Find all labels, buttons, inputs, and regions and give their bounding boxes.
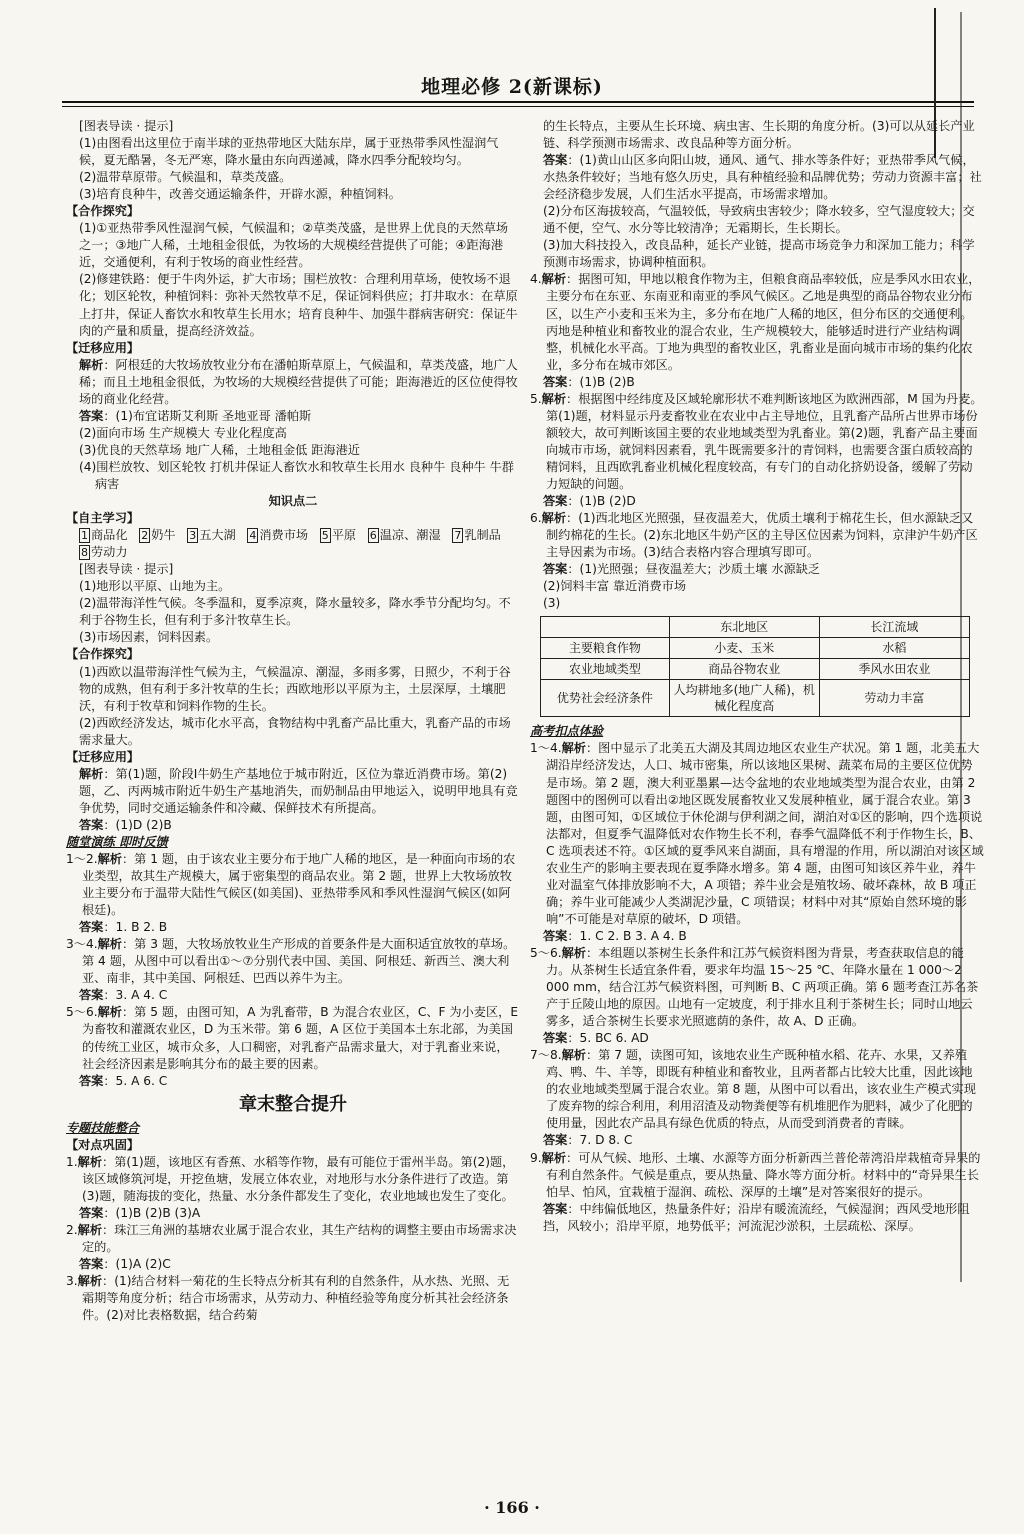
table-cell: 主要粮食作物	[541, 638, 670, 659]
table-cell: 商品谷物农业	[669, 659, 819, 680]
analysis-label: 解析	[79, 766, 104, 781]
answer-text: ：5. A 6. C	[103, 1073, 168, 1088]
number-box: 3	[189, 529, 197, 543]
table-cell: 优势社会经济条件	[541, 680, 670, 717]
fill-answer: 商品化	[91, 528, 128, 543]
analysis-label: 解析	[97, 852, 122, 867]
question-number: 5～6.	[530, 945, 562, 960]
table-cell: 农业地域类型	[541, 659, 670, 680]
number-box: 2	[141, 529, 149, 543]
chart-reading-heading: [图表导读 · 提示]	[79, 562, 174, 577]
fill-answer: 五大湖	[199, 528, 236, 543]
paragraph: (1)地形以平原、山地为主。	[79, 579, 231, 594]
table-cell: 水稻	[819, 638, 969, 659]
page-number: · 166 ·	[484, 1498, 540, 1517]
table-row	[541, 638, 970, 659]
answer-line: (3)优良的天然草场 地广人稀，土地租金低 距海港近	[79, 442, 360, 457]
section-heading: 高考扣点体验	[530, 724, 604, 739]
number-box: 5	[321, 529, 329, 543]
analysis-text: ：(1)结合材料一菊花的生长特点分析其有利的自然条件，从水热、光照、无霜期等角度分析；结合市场需求，从劳动力、种植经验等角度分析其社会经济条件。(2)对比表格数据，结合药菊	[82, 1274, 510, 1323]
answer-paragraph	[66, 919, 520, 936]
analysis-text: ：第 7 题，读图可知，该地农业生产既种植水稻、花卉、水果，又养殖鸡、鸭、牛、羊等，即既有种植业和畜牧业，且两者都占比较大比重，因此该地的农业地域类型属于混合农业。第 8 题，从图中可以看出，该农业生产模式实现了废弃物的综合利用，利用沼渣及动物粪便等有机堆肥作为肥料，减少了化肥的使用量，因此农产品具有绿色优质的特点，从而受到消费者的青睐。	[546, 1048, 976, 1131]
analysis-paragraph	[66, 1004, 520, 1072]
analysis-text: ：第 5 题，由图可知，A 为乳畜带，B 为混合农业区，C、F 为小麦区，E 为畜牧和灌溉农业区，D 为玉米带。第 6 题，A 区位于美国本土东北部，为美国的传统工业区，城市众多，人口稠密，对乳畜产品需求量大，对于乳畜业来说，社会经济因素是影响其分布的最主要的因素。	[82, 1005, 519, 1071]
answer-text: ：(1)B (2)B (3)A	[103, 1205, 201, 1220]
analysis-text: ：图中显示了北美五大湖及其周边地区农业生产状况。第 1 题，北美五大湖沿岸经济发达，人口、城市密集，所以该地区果树、蔬菜布局的主要区位优势是市场。第 2 题，澳大利亚墨累—达令盆地的农业地域类型为混合农业，由第 2 题图中的图例可以看出②地区既发展畜牧业又发展种植业，属于混合农业。第 3 题，由图可知，①区域位于休伦湖与伊利湖之间，湖泊对①区的影响，四个选项说法都对，但夏季气温降低对农作物生长不利，春季气温降低不利于作物生长，B、C 选项表述不符。①区域的夏季风来自湖面，具有增湿的作用，所以湖泊对该区域农业生产的影响主要表现在夏季降水增多。第 4 题，由图可知该区养牛业，养牛业对温室气体排放影响不大，A 项错；养牛业会是殖牧场、破坏森林，故 B 项正确；养牛业可能减少人类湖泥沙量，C 项错误；材料中对其“原始自然环境的影响”不可能是对草原的破坏，D 项错。	[546, 741, 984, 926]
analysis-paragraph	[530, 1150, 984, 1201]
paragraph: (2)温带草原带。气候温和，草类茂盛。	[79, 170, 292, 185]
answer-line: (3)	[543, 596, 561, 611]
paragraph: 的生长特点，主要从生长环境、病虫害、生长期的角度分析。(3)可以从延长产业链、科学预测市场需求、改良品种等方面分析。	[543, 119, 975, 151]
answer-label: 答案	[79, 1205, 104, 1220]
answer-text: ：(1)布宜诺斯艾利斯 圣地亚哥 潘帕斯	[103, 408, 312, 423]
paragraph: (1)西欧以温带海洋性气候为主，气候温凉、潮湿，多雨多雾，日照少，不利于谷物的成熟，但有利于多汁牧草的生长；西欧地形以平原为主，土层深厚，土壤肥沃，有利于牧草和饲料作物的生长。	[79, 664, 511, 713]
analysis-paragraph	[66, 851, 520, 919]
analysis-paragraph	[530, 510, 984, 561]
paragraph: (3)市场因素，饲料因素。	[79, 630, 219, 645]
right-column	[530, 118, 984, 1235]
question-number: 7～8.	[530, 1048, 562, 1063]
table-cell: 劳动力丰富	[819, 680, 969, 717]
analysis-label: 解析	[97, 1005, 122, 1020]
answer-paragraph	[66, 1205, 520, 1222]
section-heading: 【迁移应用】	[66, 749, 140, 764]
question-number: 1～2.	[66, 852, 98, 867]
answer-line: (2)面向市场 生产规模大 专业化程度高	[79, 425, 287, 440]
answer-text: ：(1)光照强；昼夜温差大；沙质土壤 水源缺乏	[567, 562, 821, 577]
header-rule-thin	[62, 106, 974, 107]
section-heading: 【合作探究】	[66, 647, 140, 662]
answer-label: 答案	[79, 1257, 104, 1272]
analysis-paragraph	[530, 1047, 984, 1132]
analysis-text: ：第(1)题，阶段Ⅰ牛奶生产基地位于城市附近，区位为靠近消费市场。第(2)题，乙、丙两城市附近牛奶生产基地消失，而奶制品由甲地运入，说明甲地具有竞争优势，同时交通运输条件和冷藏、保鲜技术有所提高。	[79, 766, 518, 815]
answer-paragraph	[66, 987, 520, 1004]
answer-line: (2)饲料丰富 靠近消费市场	[543, 579, 687, 594]
answer-text: ：(1)黄山山区多向阳山坡，通风、通气、排水等条件好；亚热带季风气候，水热条件较好；当地有悠久历史，具有种植经验和品牌优势；劳动力资源丰富；社会经济稳步发展，人们生活水平提高，市场需求增加。	[543, 153, 982, 202]
table-header-cell: 长江流域	[819, 617, 969, 638]
analysis-paragraph	[66, 936, 520, 987]
question-number: 5.	[530, 391, 542, 406]
section-heading: 【自主学习】	[66, 511, 140, 526]
section-heading: 专题技能整合	[66, 1120, 140, 1135]
answer-label: 答案	[543, 562, 568, 577]
answer-paragraph	[530, 1030, 984, 1047]
answer-paragraph	[66, 1073, 520, 1090]
table-row	[541, 617, 970, 638]
question-number: 2.	[66, 1222, 78, 1237]
analysis-text: ：本组题以茶树生长条件和江苏气候资料图为背景，考查获取信息的能力。从茶树生长适宜条件看，要求年均温 15～25 ℃、年降水量在 1 000～2 000 mm，结合江苏气候资料图，可判断 B、C 两项正确。第 6 题考查江苏名茶产于丘陵山地的原因。山地有一定坡度，利于排水且利于茶树生长；同时山地云雾多，适合茶树生长要求光照遮荫的条件，故 A、D 正确。	[546, 945, 979, 1029]
number-box: 1	[81, 529, 88, 543]
analysis-text: ：第(1)题，该地区有香蕉、水稻等作物，最有可能位于雷州半岛。第(2)题，该区域修筑河堤，开挖鱼塘，发展立体农业，对地形与水分条件进行了改造。第(3)题，随海拔的变化，热量、水分条件都发生了变化，农业地域也发生了变化。	[82, 1154, 515, 1203]
analysis-paragraph	[530, 271, 984, 373]
table-cell: 季风水田农业	[819, 659, 969, 680]
analysis-label: 解析	[77, 1274, 103, 1289]
question-number: 3.	[66, 1274, 78, 1289]
answer-text: ：(1)B (2)B	[567, 374, 635, 389]
analysis-paragraph	[66, 357, 520, 408]
question-number: 5～6.	[66, 1005, 98, 1020]
analysis-label: 解析	[77, 1154, 103, 1169]
analysis-text: ：(1)西北地区光照强，昼夜温差大，优质土壤利于棉花生长，但水源缺乏又制约棉花的生长。(2)东北地区牛奶产区的主导区位因素为饲料，京津沪牛奶产区主导因素为市场。(3)结合表格内容合理填写即可。	[546, 511, 978, 560]
answer-label: 答案	[543, 494, 568, 509]
answer-text: ：1. C 2. B 3. A 4. B	[567, 928, 687, 943]
left-column	[66, 118, 520, 1324]
section-heading: 【合作探究】	[66, 204, 140, 219]
answer-label: 答案	[79, 817, 104, 832]
answer-label: 答案	[79, 1073, 104, 1088]
analysis-paragraph	[66, 1222, 520, 1256]
header-rule-thick	[62, 101, 974, 103]
analysis-paragraph	[530, 740, 984, 928]
section-heading: 【对点巩固】	[66, 1137, 140, 1152]
answer-paragraph	[530, 1132, 984, 1149]
number-box: 4	[249, 529, 257, 543]
question-number: 1.	[66, 1154, 78, 1169]
fill-answer: 奶牛	[151, 528, 176, 543]
analysis-text: ：珠江三角洲的基塘农业属于混合农业，其生产结构的调整主要由市场需求决定的。	[82, 1222, 517, 1254]
analysis-label: 解析	[561, 1048, 586, 1063]
answer-paragraph	[530, 493, 984, 510]
chart-reading-heading: [图表导读 · 提示]	[79, 119, 174, 133]
answer-paragraph	[66, 408, 520, 425]
answer-paragraph	[530, 152, 984, 203]
table-cell-empty	[541, 617, 670, 638]
analysis-paragraph	[66, 1273, 520, 1324]
answer-paragraph	[530, 374, 984, 391]
answer-text: ：7. D 8. C	[567, 1133, 633, 1148]
analysis-text: ：根据图中经纬度及区域轮廓形状不难判断该地区为欧洲西部，M 国为丹麦。第(1)题，材料显示丹麦畜牧业在农业中占主导地位，且乳畜产品所占世界市场份额较大，故可判断该国主要的农业地域类型为乳畜业。第(2)题，乳畜产品主要面向城市市场，就饲料因素看，乳牛既需要多汁的青饲料，也需要含蛋白质较高的精饲料，且西欧乳畜业机械化程度较高，有专门的自动化挤奶设备，缓解了劳动力短缺的问题。	[546, 391, 983, 491]
answer-text: ：(1)B (2)D	[567, 494, 636, 509]
fill-answer: 消费市场	[259, 528, 309, 543]
answer-text: ：3. A 4. C	[103, 988, 168, 1003]
section-heading: 随堂演练 即时反馈	[66, 834, 168, 849]
paragraph: (2)西欧经济发达，城市化水平高，食物结构中乳畜产品比重大，乳畜产品的市场需求量大。	[79, 715, 511, 747]
section-heading: 【迁移应用】	[66, 340, 140, 355]
table-header-cell: 东北地区	[669, 617, 819, 638]
question-number: 9.	[530, 1150, 542, 1165]
number-box: 8	[81, 546, 88, 560]
analysis-text: ：据图可知，甲地以粮食作物为主，但粮食商品率较低，应是季风水田农业，主要分布在东亚、东南亚和南亚的季风气候区。乙地是典型的商品谷物农业分布区，以生产小麦和玉米为主，多分布在地广人稀的地区，但分布区的交通便利。丙地是种植业和畜牧业的混合农业，生产规模较大，能够适时进行产业结构调整，机械化水平高。丁地为典型的畜牧业区，乳畜业是面向城市市场的集约化农业，多分布在城市郊区。	[546, 272, 981, 372]
analysis-label: 解析	[561, 741, 586, 756]
answer-text: ：(1)D (2)B	[103, 817, 172, 832]
analysis-label: 解析	[541, 1150, 567, 1165]
paragraph: (2)温带海洋性气候。冬季温和，夏季凉爽，降水量较多，降水季节分配均匀。不利于谷物生长，但有利于多汁牧草生长。	[79, 596, 511, 628]
fill-in-answers	[66, 527, 520, 561]
fill-answer: 温凉、潮湿	[379, 528, 441, 543]
paragraph: (2)修建铁路：便于牛肉外运，扩大市场；围栏放牧：合理利用草场，使牧场不退化；划区轮牧，种植饲料：弥补天然牧草不足，保证饲料供应；打井取水：在草原上打井，保证人畜饮水和牧草生长用水；培育良种牛、加强牛群病害研究：保证牛肉的产量和质量，提高经济效益。	[79, 272, 518, 338]
fill-answer: 劳动力	[91, 545, 128, 560]
analysis-text: ：第 3 题，大牧场放牧业生产形成的首要条件是大面积适宜放牧的草场。第 4 题，从图中可以看出①～⑦分别代表中国、美国、阿根廷、新西兰、澳大利亚、南非，其中美国、阿根廷、巴西以养牛为主。	[82, 937, 516, 986]
table-cell: 人均耕地多(地广人稀)，机械化程度高	[669, 680, 819, 717]
page-header-title: 地理必修 2(新课标)	[421, 76, 603, 98]
answer-label: 答案	[543, 1201, 568, 1216]
answer-label: 答案	[543, 1031, 568, 1046]
answer-paragraph	[66, 817, 520, 834]
answer-paragraph	[66, 1256, 520, 1273]
answer-label: 答案	[543, 374, 568, 389]
paragraph: (1)由图看出这里位于南半球的亚热带地区大陆东岸，属于亚热带季风性湿润气候，夏无酷暑，冬无严寒，降水量由东向西递减，降水四季分配较均匀。	[79, 136, 499, 168]
analysis-label: 解析	[77, 1222, 103, 1237]
answer-label: 答案	[543, 1133, 568, 1148]
analysis-label: 解析	[79, 357, 104, 372]
analysis-label: 解析	[541, 272, 567, 287]
analysis-paragraph	[530, 945, 984, 1030]
answer-paragraph	[530, 1201, 984, 1235]
answer-label: 答案	[543, 928, 568, 943]
question-number: 6.	[530, 511, 542, 526]
answer-text: ：5. BC 6. AD	[567, 1031, 649, 1046]
analysis-text: ：第 1 题，由于该农业主要分布于地广人稀的地区，是一种面向市场的农业类型，故其生产规模大，属于密集型的商品农业。第 2 题，世界上大牧场放牧业主要分布于温带大陆性气候区(如美国)、亚热带季风和季风性湿润气候区(如阿根廷)。	[82, 852, 516, 918]
analysis-text: ：阿根廷的大牧场放牧业分布在潘帕斯草原上，气候温和，草类茂盛，地广人稀；而且土地租金很低，为牧场的大规模经营提供了可能；距海港近的区位使得牧场的商业化经营。	[79, 357, 518, 406]
answer-label: 答案	[79, 988, 104, 1003]
paragraph: (1)①亚热带季风性湿润气候，气候温和；②草类茂盛，是世界上优良的天然草场之一；③地广人稀，土地租金很低，为牧场的大规模经营提供了可能；④距海港近，交通便利，有利于牧场的商业性经营。	[79, 221, 509, 270]
analysis-label: 解析	[541, 511, 567, 526]
analysis-label: 解析	[97, 937, 122, 952]
analysis-text: ：可从气候、地形、土壤、水源等方面分析新西兰普伦蒂湾沿岸栽植奇异果的有利自然条件。气候是重点，要从热量、降水等方面分析。材料中的“奇异果生长怕旱、怕风，宜栽植于湿润、疏松、深厚的土壤”是对答案很好的提示。	[546, 1150, 981, 1199]
knowledge-point-title: 知识点二	[268, 494, 318, 509]
chapter-title: 章末整合提升	[239, 1093, 347, 1115]
comparison-table	[540, 616, 970, 717]
table-row	[541, 659, 970, 680]
fill-answer: 乳制品	[464, 528, 501, 543]
table-cell: 小麦、玉米	[669, 638, 819, 659]
answer-text: ：1. B 2. B	[103, 920, 168, 935]
table-row	[541, 680, 970, 717]
analysis-label: 解析	[541, 391, 567, 406]
question-number: 1～4.	[530, 741, 562, 756]
answer-label: 答案	[543, 153, 568, 168]
answer-label: 答案	[79, 408, 104, 423]
answer-label: 答案	[79, 920, 104, 935]
paragraph: (2)分布区海拔较高，气温较低，导致病虫害较少；降水较多，空气湿度较大；交通不便，空气、水分等比较清净；无霜期长，生长期长。	[543, 204, 975, 236]
answer-text: ：(1)A (2)C	[103, 1257, 171, 1272]
analysis-paragraph	[530, 391, 984, 493]
answer-paragraph	[530, 928, 984, 945]
answer-paragraph	[530, 561, 984, 578]
paragraph: (3)培育良种牛，改善交通运输条件，开辟水源，种植饲料。	[79, 187, 401, 202]
analysis-label: 解析	[561, 945, 586, 960]
question-number: 4.	[530, 272, 542, 287]
number-box: 7	[454, 529, 462, 543]
answer-line: (4)围栏放牧、划区轮牧 打机井保证人畜饮水和牧草生长用水 良种牛 良种牛 牛群病害	[79, 459, 514, 491]
analysis-paragraph	[66, 1154, 520, 1205]
number-box: 6	[369, 529, 377, 543]
fill-answer: 平原	[331, 528, 357, 543]
question-number: 3～4.	[66, 937, 98, 952]
answer-text: ：中纬偏低地区，热量条件好；沿岸有暖流流经，气候湿润；西风受地形阻挡，风较小；沿岸平原，地势低平；河流泥沙淤积，土层疏松、深厚。	[543, 1201, 970, 1233]
paragraph: (3)加大科技投入，改良品种，延长产业链，提高市场竞争力和深加工能力；科学预测市场需求，协调种植面积。	[543, 238, 975, 270]
analysis-paragraph	[66, 766, 520, 817]
